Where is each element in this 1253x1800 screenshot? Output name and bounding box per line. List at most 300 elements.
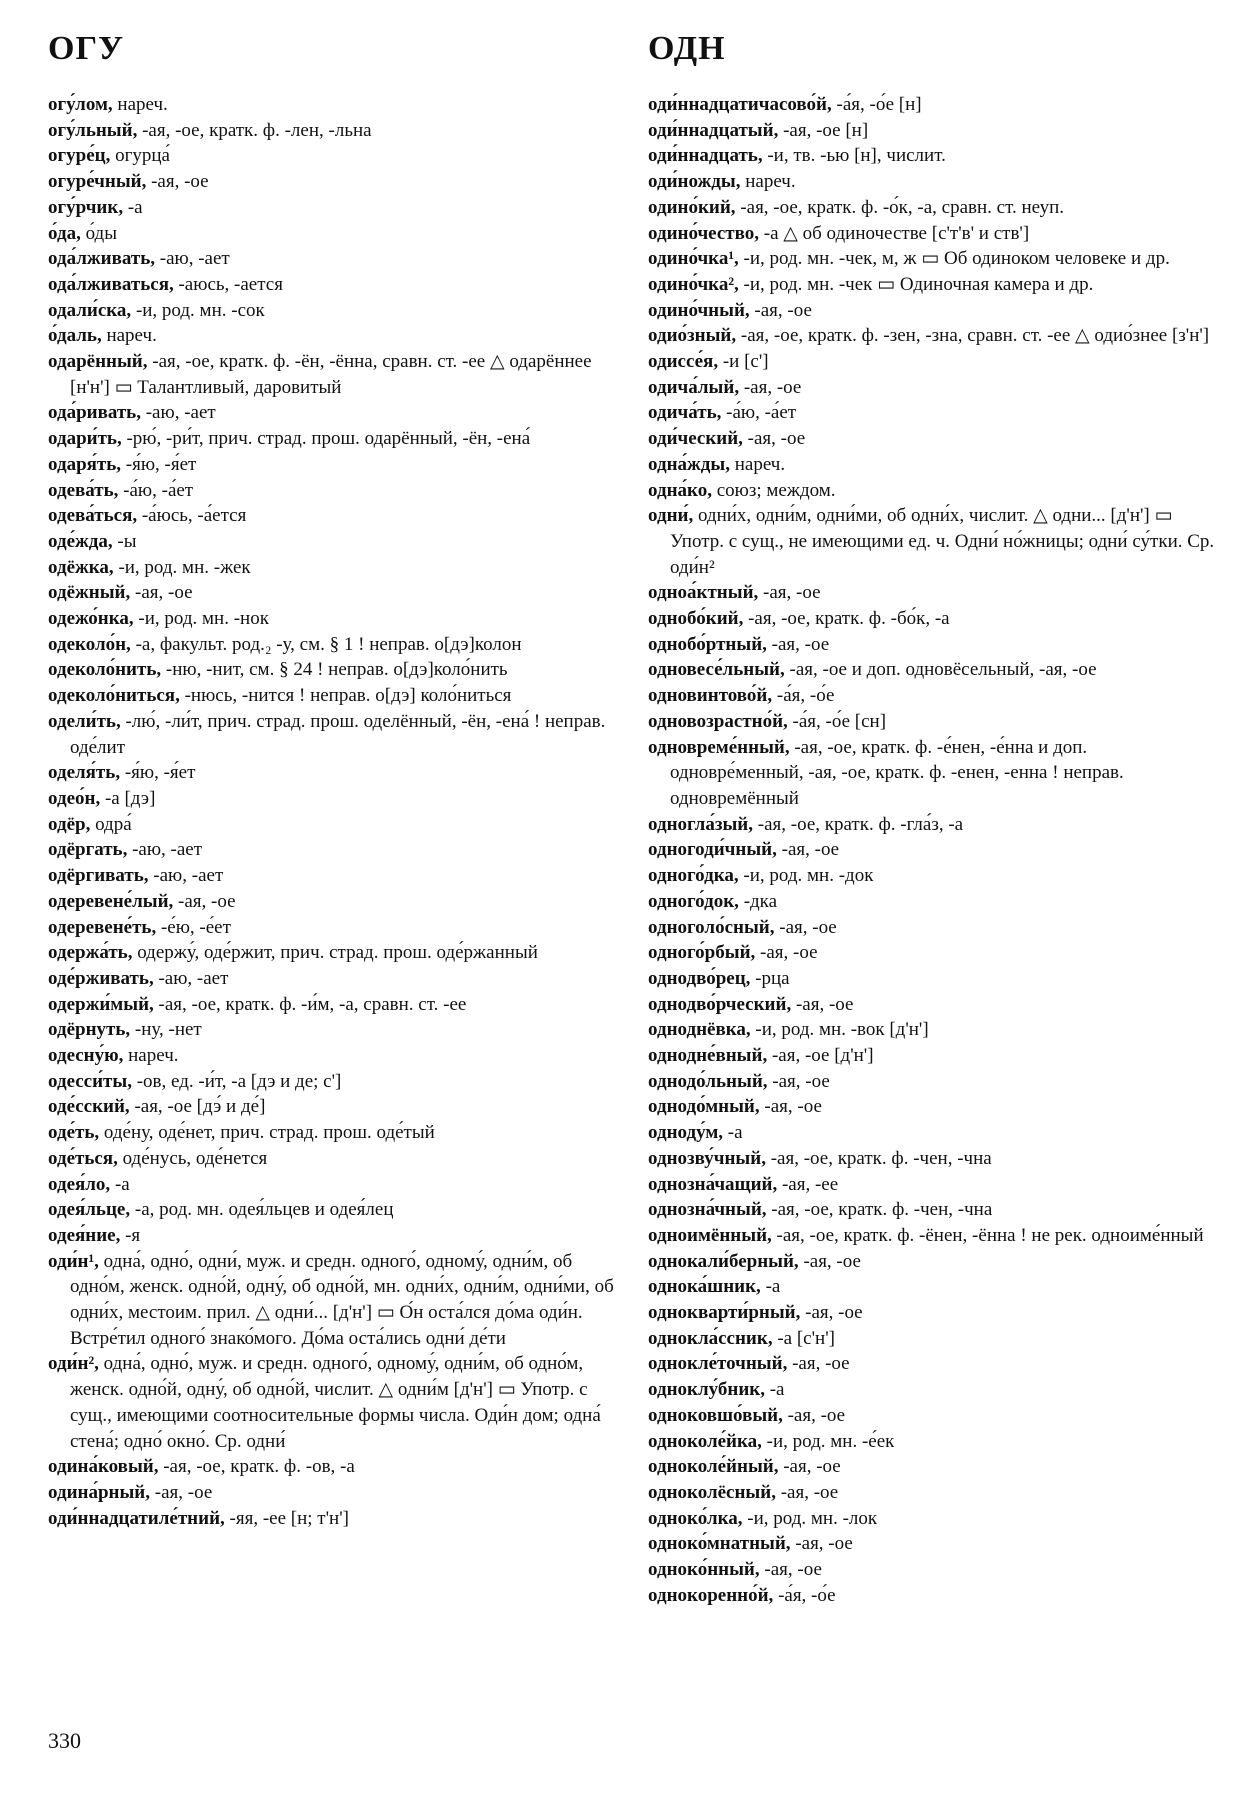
entry-body: -а, род. мн. одея́льцев и одея́лец xyxy=(130,1199,394,1221)
dictionary-entry xyxy=(648,915,1223,941)
dictionary-entry xyxy=(648,323,1223,349)
entry-headword: одино́кий, xyxy=(648,196,736,218)
entry-headword: однодво́рец, xyxy=(648,967,751,989)
dictionary-entry xyxy=(648,452,1223,478)
entry-headword: оди́н¹, xyxy=(48,1250,99,1272)
entry-headword: одеколо́нить, xyxy=(48,659,162,681)
entry-headword: одино́чный, xyxy=(648,299,750,321)
entry-body: -и, род. мн. -чек ▭ Одиночная камера и др. xyxy=(738,273,1094,295)
entry-body: -ая, -ое, кратк. ф. -бо́к, -а xyxy=(743,608,950,630)
entry-headword: одежо́нка, xyxy=(48,608,134,630)
entry-body: -а, факульт. род.₂ -у, см. § 1 ! неправ. о[дэ]колон xyxy=(130,633,522,655)
entry-headword: одного́док, xyxy=(648,890,739,912)
entry-headword: однокали́берный, xyxy=(648,1250,799,1272)
entry-body: -ая, -ое xyxy=(776,839,840,861)
dictionary-entry xyxy=(648,1480,1223,1506)
entry-headword: о́да, xyxy=(48,222,81,244)
dictionary-entry xyxy=(648,1429,1223,1455)
entry-headword: однозву́чный, xyxy=(648,1147,766,1169)
dictionary-entry xyxy=(48,580,618,606)
entry-body: -ну, -нет xyxy=(130,1019,202,1041)
dictionary-entry xyxy=(48,1480,618,1506)
dictionary-entry xyxy=(48,1043,618,1069)
entry-body: -аюсь, -ается xyxy=(173,273,283,295)
dictionary-entry xyxy=(648,169,1223,195)
entry-body: -ая, -ое xyxy=(774,916,837,938)
entry-body: -аю, -ает xyxy=(140,402,216,424)
entry-headword: огуре́чный, xyxy=(48,171,147,193)
entry-body: -нюсь, -нится ! неправ. о[дэ] коло́ниться xyxy=(179,685,512,707)
entry-body: -и, род. мн. -лок xyxy=(742,1507,878,1529)
entry-headword: одели́ть, xyxy=(48,710,121,732)
entry-headword: ода́лживаться, xyxy=(48,273,174,295)
dictionary-entry xyxy=(48,221,618,247)
dictionary-entry xyxy=(48,452,618,478)
entry-body: -аю, -ает xyxy=(153,967,229,989)
entry-headword: однодне́вный, xyxy=(648,1045,768,1067)
dictionary-entry xyxy=(48,555,618,581)
dictionary-entry xyxy=(48,1146,618,1172)
entry-headword: одея́льце, xyxy=(48,1199,131,1221)
entry-headword: огу́льный, xyxy=(48,119,138,141)
entry-headword: одина́рный, xyxy=(48,1481,151,1503)
dictionary-entry xyxy=(48,246,618,272)
dictionary-entry xyxy=(648,118,1223,144)
entry-headword: одесну́ю, xyxy=(48,1045,124,1067)
entry-headword: однокоренно́й, xyxy=(648,1584,774,1606)
dictionary-entry xyxy=(48,1017,618,1043)
entry-body: одни́х, одни́м, одни́ми, об одни́х, числит. △ одни... [д'н'] ▭ Употр. с сущ., не имеющими ед. ч. Одни́ но́жницы; одни́ су́тки. Ср. оди́н² xyxy=(670,505,1215,578)
entry-headword: одноковшо́вый, xyxy=(648,1404,783,1426)
right-column xyxy=(648,92,1223,1608)
entry-headword: огу́лом, xyxy=(48,94,113,115)
dictionary-entry xyxy=(48,915,618,941)
dictionary-entry xyxy=(648,1197,1223,1223)
entry-headword: одноголо́сный, xyxy=(648,916,775,938)
entry-body: -и, род. мн. -вок [д'н'] xyxy=(750,1019,929,1041)
entry-body: огурца́ xyxy=(110,145,170,167)
dictionary-entry xyxy=(48,118,618,144)
dictionary-entry xyxy=(648,1557,1223,1583)
entry-headword: одноду́м, xyxy=(648,1122,724,1144)
entry-body: -ая, -ое xyxy=(791,993,854,1015)
dictionary-entry xyxy=(48,1223,618,1249)
entry-headword: одна́ко, xyxy=(648,479,712,501)
entry-body: -и, род. мн. -чек, м, ж ▭ Об одиноком человеке и др. xyxy=(738,248,1170,270)
entry-headword: одновинтово́й, xyxy=(648,685,773,707)
dictionary-entry xyxy=(48,683,618,709)
dictionary-entry xyxy=(648,632,1223,658)
dictionary-entry xyxy=(648,1274,1223,1300)
entry-body: -ая, -ое xyxy=(150,1481,213,1503)
dictionary-entry xyxy=(48,298,618,324)
entry-headword: одино́чество, xyxy=(648,222,759,244)
entry-body: -ая, -ее xyxy=(777,1173,839,1195)
entry-body: нареч. xyxy=(123,1045,179,1067)
dictionary-entry xyxy=(48,632,618,658)
entry-headword: однокла́ссник, xyxy=(648,1327,773,1349)
dictionary-entry xyxy=(48,786,618,812)
entry-headword: ода́лживать, xyxy=(48,248,156,270)
entry-body: одна́, одно́, одни́, муж. и средн. одного́, одному́, одни́м, об одно́м, женск. одно́й, одну́, об одно́й, мн. одни́х, одни́м, одни́ми, об одни́х, местоим. прил. △ одни́... [д'н'] ▭ О́н оста́лся до́ма оди́н. Встре́тил одного́ знако́мого. До́ма оста́лись одни́ де́ти xyxy=(70,1250,614,1349)
entry-headword: однодо́мный, xyxy=(648,1096,760,1118)
dictionary-entry xyxy=(648,709,1223,735)
entry-headword: одного́дка, xyxy=(648,865,739,887)
entry-body: одержу́, оде́ржит, прич. страд. прош. оде́ржанный xyxy=(132,942,538,964)
entry-headword: однокле́точный, xyxy=(648,1353,788,1375)
dictionary-entry xyxy=(648,1377,1223,1403)
entry-headword: одеревене́ть, xyxy=(48,916,157,938)
entry-body: -ов, ед. -и́т, -а [дэ и де; с'] xyxy=(131,1070,342,1092)
entry-body: -ню, -нит, см. § 24 ! неправ. о[дэ]коло́нить xyxy=(161,659,508,681)
dictionary-entry xyxy=(648,1326,1223,1352)
entry-headword: одноколёсный, xyxy=(648,1481,776,1503)
entry-body: оде́ну, оде́нет, прич. страд. прош. оде́тый xyxy=(99,1122,435,1144)
entry-body: -ая, -ое xyxy=(798,1250,861,1272)
dictionary-entry xyxy=(48,889,618,915)
entry-headword: одарённый, xyxy=(48,351,148,373)
entry-body: -е́ю, -е́ет xyxy=(156,916,231,938)
entry-headword: одёрнуть, xyxy=(48,1019,131,1041)
entry-headword: однoко́нный, xyxy=(648,1559,760,1581)
entry-body: -и, тв. -ью [н], числит. xyxy=(762,145,946,167)
entry-headword: одина́ковый, xyxy=(48,1456,159,1478)
entry-body: -ая, -ое, кратк. ф. -ёнен, -ённа ! не рек. одноиме́нный xyxy=(771,1224,1204,1246)
entry-body: -я xyxy=(120,1224,141,1246)
entry-headword: одноднёвка, xyxy=(648,1019,751,1041)
entry-body: одна́, одно́, муж. и средн. одного́, одному́, одни́м, об одно́м, женск. одно́й, одну́, об одно́й, числит. △ одни́м [д'н'] ▭ Употр. с сущ., имеющими соотносительные формы числа. Оди́н дом; одна́ стена́; одно́ окно́. Ср. одни́ xyxy=(70,1353,601,1452)
dictionary-entry xyxy=(48,92,618,118)
entry-headword: оди́ннадцатиле́тний, xyxy=(48,1507,225,1529)
entry-body: -ая, -ое xyxy=(755,942,818,964)
dictionary-entry xyxy=(48,1351,618,1454)
entry-body: -аю, -ает xyxy=(155,248,230,270)
dictionary-entry xyxy=(48,837,618,863)
dictionary-entry xyxy=(648,272,1223,298)
dictionary-entry xyxy=(648,1120,1223,1146)
dictionary-entry xyxy=(648,863,1223,889)
entry-body: -аю, -ает xyxy=(148,865,224,887)
dictionary-entry xyxy=(648,298,1223,324)
dictionary-entry xyxy=(648,375,1223,401)
entry-headword: одича́ть, xyxy=(648,402,722,424)
dictionary-entry xyxy=(648,812,1223,838)
entry-headword: однoко́лка, xyxy=(648,1507,743,1529)
dictionary-entry xyxy=(648,889,1223,915)
dictionary-entry xyxy=(648,1069,1223,1095)
dictionary-entry xyxy=(648,1506,1223,1532)
dictionary-entry xyxy=(648,1043,1223,1069)
dictionary-entry xyxy=(48,940,618,966)
entry-body: -ая, -ое xyxy=(759,1096,822,1118)
entry-body: -ая, -ое, кратк. ф. -е́нен, -е́нна и доп. одновре́менный, -ая, -ое, кратк. ф. -енен, -енна ! неправ. одновремённый xyxy=(670,736,1124,809)
entry-body: -ая, -ое [н] xyxy=(778,119,869,141)
entry-body: -а́я, -о́е [н] xyxy=(831,94,922,115)
entry-headword: одноа́ктный, xyxy=(648,582,759,604)
dictionary-entry xyxy=(48,1172,618,1198)
entry-body: -а́юсь, -а́ется xyxy=(137,505,247,527)
entry-body: одра́ xyxy=(90,813,132,835)
entry-body: -а́я, -о́е [сн] xyxy=(787,710,887,732)
dictionary-entry xyxy=(648,1017,1223,1043)
entry-body: оде́нусь, оде́нется xyxy=(117,1147,268,1169)
entry-headword: одея́ло, xyxy=(48,1173,111,1195)
page-number: 330 xyxy=(48,1728,81,1753)
entry-body: -ая, -ое xyxy=(130,582,193,604)
entry-body: -ая, -ое, кратк. ф. -чен, -чна xyxy=(765,1147,992,1169)
entry-body: нареч. xyxy=(112,94,168,115)
entry-body: -ая, -ое xyxy=(782,1404,846,1426)
dictionary-entry xyxy=(48,272,618,298)
entry-body: -рца xyxy=(750,967,790,989)
dictionary-entry xyxy=(648,837,1223,863)
dictionary-entry xyxy=(48,992,618,1018)
dictionary-entry xyxy=(648,195,1223,221)
entry-headword: одержи́мый, xyxy=(48,993,154,1015)
dictionary-entry xyxy=(48,1249,618,1352)
entry-headword: одногла́зый, xyxy=(648,813,754,835)
entry-headword: оди́ннадцатый, xyxy=(648,119,779,141)
entry-body: -ая, -ое, кратк. ф. -ён, -ённа, сравн. ст. -ее △ одарённее [н'н'] ▭ Талантливый, даровитый xyxy=(70,351,592,398)
entry-body: -ая, -ое [д'н'] xyxy=(767,1045,874,1067)
entry-body: -ая, -ое xyxy=(739,376,802,398)
entry-headword: одино́чка², xyxy=(648,273,739,295)
dictionary-entry xyxy=(648,683,1223,709)
running-head-right: ОДН xyxy=(648,30,726,67)
entry-body: -лю́, -ли́т, прич. страд. прош. оделённый, -ён, -ена́ ! неправ. оде́лит xyxy=(70,710,606,758)
dictionary-entry xyxy=(648,992,1223,1018)
dictionary-entry xyxy=(48,812,618,838)
entry-body: -ая, -ое xyxy=(146,171,209,193)
entry-body: -ая, -ое, кратк. ф. -ов, -а xyxy=(158,1456,355,1478)
entry-body: -ая, -ое, кратк. ф. -и́м, -а, сравн. ст. -ее xyxy=(153,993,467,1015)
dictionary-entry xyxy=(648,426,1223,452)
entry-body: -ая, -ое xyxy=(766,633,830,655)
entry-headword: ода́ривать, xyxy=(48,402,141,424)
entry-body: -ая, -ое, кратк. ф. -чен, -чна xyxy=(766,1199,993,1221)
dictionary-entry xyxy=(648,1300,1223,1326)
dictionary-entry xyxy=(48,349,618,400)
dictionary-entry xyxy=(648,400,1223,426)
entry-headword: одесси́ты, xyxy=(48,1070,132,1092)
dictionary-entry xyxy=(648,735,1223,812)
entry-body: -и, род. мн. -сок xyxy=(131,299,265,321)
dictionary-entry xyxy=(48,1094,618,1120)
entry-headword: одёргивать, xyxy=(48,865,149,887)
dictionary-entry xyxy=(48,1197,618,1223)
dictionary-entry xyxy=(648,1531,1223,1557)
dictionary-entry xyxy=(648,1583,1223,1609)
dictionary-entry xyxy=(648,1094,1223,1120)
entry-headword: однобо́ртный, xyxy=(648,633,767,655)
entry-body: -ая, -ое xyxy=(767,1070,830,1092)
entry-headword: одноимённый, xyxy=(648,1224,772,1246)
dictionary-entry xyxy=(648,1403,1223,1429)
dictionary-entry xyxy=(648,143,1223,169)
entry-headword: одеревене́лый, xyxy=(48,890,174,912)
dictionary-entry xyxy=(648,1172,1223,1198)
entry-headword: оде́сский, xyxy=(48,1096,130,1118)
dictionary-entry xyxy=(48,529,618,555)
entry-headword: одногоди́чный, xyxy=(648,839,777,861)
entry-body: -и, род. мн. -жек xyxy=(113,556,251,578)
entry-headword: оди́ческий, xyxy=(648,428,743,450)
dictionary-entry xyxy=(48,1120,618,1146)
entry-body: -я́ю, -я́ет xyxy=(120,762,196,784)
entry-body: -я́ю, -я́ет xyxy=(121,453,197,475)
dictionary-entry xyxy=(648,1351,1223,1377)
entry-body: -а́ю, -а́ет xyxy=(721,402,797,424)
entry-body: -ая, -ое, кратк. ф. -о́к, -а, сравн. ст. неуп. xyxy=(735,196,1064,218)
entry-headword: одева́ться, xyxy=(48,505,138,527)
entry-body: -и, род. мн. -док xyxy=(738,865,874,887)
entry-body: -ая, -ое xyxy=(787,1353,850,1375)
dictionary-entry xyxy=(48,400,618,426)
dictionary-entry xyxy=(48,323,618,349)
entry-headword: оди́ннадцать, xyxy=(648,145,763,167)
entry-body: -а [с'н'] xyxy=(772,1327,835,1349)
dictionary-entry xyxy=(648,221,1223,247)
dictionary-entry xyxy=(648,657,1223,683)
entry-body: -а́я, -о́е xyxy=(773,1584,836,1606)
entry-body: -ая, -ое xyxy=(778,1456,841,1478)
entry-body: -ая, -ое xyxy=(800,1302,863,1324)
entry-headword: одёр, xyxy=(48,813,91,835)
entry-headword: одноколе́йка, xyxy=(648,1430,762,1452)
entry-body: нареч. xyxy=(740,171,796,193)
entry-headword: одиссе́я, xyxy=(648,351,719,373)
entry-headword: одео́н, xyxy=(48,787,101,809)
entry-body: -ая, -ое xyxy=(759,1559,822,1581)
dictionary-entry xyxy=(48,1454,618,1480)
entry-headword: одноколе́йный, xyxy=(648,1456,779,1478)
dictionary-entry xyxy=(48,426,618,452)
entry-body: -ая, -ое и доп. одновёсельный, -ая, -ое xyxy=(784,659,1097,681)
left-column xyxy=(48,92,618,1531)
entry-body: -ая, -ое [дэ́ и де́] xyxy=(129,1096,266,1118)
dictionary-entry xyxy=(48,1506,618,1532)
entry-headword: однозна́чащий, xyxy=(648,1173,778,1195)
entry-body: -а △ об одиночестве [с'т'в' и ств'] xyxy=(759,222,1030,244)
dictionary-entry xyxy=(648,606,1223,632)
entry-headword: оде́рживать, xyxy=(48,967,154,989)
entry-headword: однока́шник, xyxy=(648,1276,761,1298)
dictionary-entry xyxy=(48,143,618,169)
dictionary-entry xyxy=(48,478,618,504)
entry-headword: одновреме́нный, xyxy=(648,736,790,758)
entry-body: -ая, -ое, кратк. ф. -гла́з, -а xyxy=(753,813,964,835)
dictionary-entry xyxy=(648,1223,1223,1249)
entry-headword: о́даль, xyxy=(48,325,102,347)
entry-body: -и, род. мн. -е́ек xyxy=(761,1430,895,1452)
entry-body: нареч. xyxy=(101,325,157,347)
dictionary-entry xyxy=(48,657,618,683)
entry-headword: одновозрастно́й, xyxy=(648,710,788,732)
dictionary-entry xyxy=(48,760,618,786)
entry-body: -ая, -ое xyxy=(790,1533,853,1555)
dictionary-entry xyxy=(648,92,1223,118)
entry-body: -и [с'] xyxy=(718,351,769,373)
dictionary-entry xyxy=(48,503,618,529)
entry-headword: одного́рбый, xyxy=(648,942,756,964)
entry-body: -а xyxy=(123,196,143,218)
dictionary-entry xyxy=(648,1146,1223,1172)
entry-headword: однодво́рческий, xyxy=(648,993,792,1015)
dictionary-entry xyxy=(648,1249,1223,1275)
entry-headword: одни́, xyxy=(648,505,694,527)
entry-headword: оде́ться, xyxy=(48,1147,118,1169)
dictionary-entry xyxy=(48,169,618,195)
entry-body: нареч. xyxy=(729,453,786,475)
entry-headword: оде́ть, xyxy=(48,1122,100,1144)
entry-headword: одева́ть, xyxy=(48,479,119,501)
dictionary-entry xyxy=(648,1454,1223,1480)
entry-headword: оди́ннадцатичасово́й, xyxy=(648,94,832,115)
entry-headword: одича́лый, xyxy=(648,376,740,398)
entry-body: -а xyxy=(764,1379,785,1401)
entry-body: -а xyxy=(760,1276,781,1298)
entry-headword: одержа́ть, xyxy=(48,942,133,964)
entry-body: -ая, -ое, кратк. ф. -лен, -льна xyxy=(137,119,372,141)
entry-headword: одаря́ть, xyxy=(48,453,122,475)
entry-body: -дка xyxy=(738,890,778,912)
dictionary-entry xyxy=(648,580,1223,606)
entry-body: союз; междом. xyxy=(711,479,836,501)
dictionary-entry xyxy=(48,1069,618,1095)
entry-headword: одноклу́бник, xyxy=(648,1379,765,1401)
entry-body: -ая, -ое xyxy=(173,890,236,912)
entry-headword: оди́ножды, xyxy=(648,171,741,193)
dictionary-entry xyxy=(648,940,1223,966)
entry-body: -аю, -ает xyxy=(127,839,203,861)
entry-headword: одали́ска, xyxy=(48,299,132,321)
entry-headword: однокварти́рный, xyxy=(648,1302,801,1324)
entry-headword: одна́жды, xyxy=(648,453,730,475)
entry-headword: одино́чка¹, xyxy=(648,248,739,270)
entry-headword: одари́ть, xyxy=(48,428,122,450)
entry-headword: одеколо́ниться, xyxy=(48,685,180,707)
entry-headword: одновесе́льный, xyxy=(648,659,785,681)
entry-headword: одёжка, xyxy=(48,556,114,578)
entry-headword: огуре́ц, xyxy=(48,145,111,167)
entry-body: -а xyxy=(723,1122,743,1144)
entry-headword: одёргать, xyxy=(48,839,128,861)
entry-headword: однодо́льный, xyxy=(648,1070,768,1092)
entry-body: -ая, -ое, кратк. ф. -зен, -зна, сравн. ст. -ее △ одио́знее [з'н'] xyxy=(736,325,1210,347)
entry-headword: одио́зный, xyxy=(648,325,737,347)
entry-body: -ая, -ое xyxy=(749,299,812,321)
entry-body: -а [дэ] xyxy=(100,787,156,809)
dictionary-entry xyxy=(48,863,618,889)
entry-headword: оди́н², xyxy=(48,1353,99,1375)
dictionary-entry xyxy=(648,246,1223,272)
entry-body: -ая, -ое xyxy=(758,582,821,604)
dictionary-entry xyxy=(48,606,618,632)
entry-headword: одеколо́н, xyxy=(48,633,131,655)
entry-body: -а́я, -о́е xyxy=(772,685,835,707)
entry-headword: одёжный, xyxy=(48,582,131,604)
entry-headword: однoко́мнатный, xyxy=(648,1533,791,1555)
dictionary-entry xyxy=(648,966,1223,992)
entry-body: о́ды xyxy=(80,222,117,244)
entry-body: -и, род. мн. -нок xyxy=(133,608,269,630)
running-head-left: ОГУ xyxy=(48,30,125,67)
entry-headword: одея́ние, xyxy=(48,1224,121,1246)
dictionary-entry xyxy=(648,503,1223,580)
dictionary-entry xyxy=(48,709,618,760)
entry-body: -а xyxy=(110,1173,130,1195)
entry-headword: оделя́ть, xyxy=(48,762,121,784)
